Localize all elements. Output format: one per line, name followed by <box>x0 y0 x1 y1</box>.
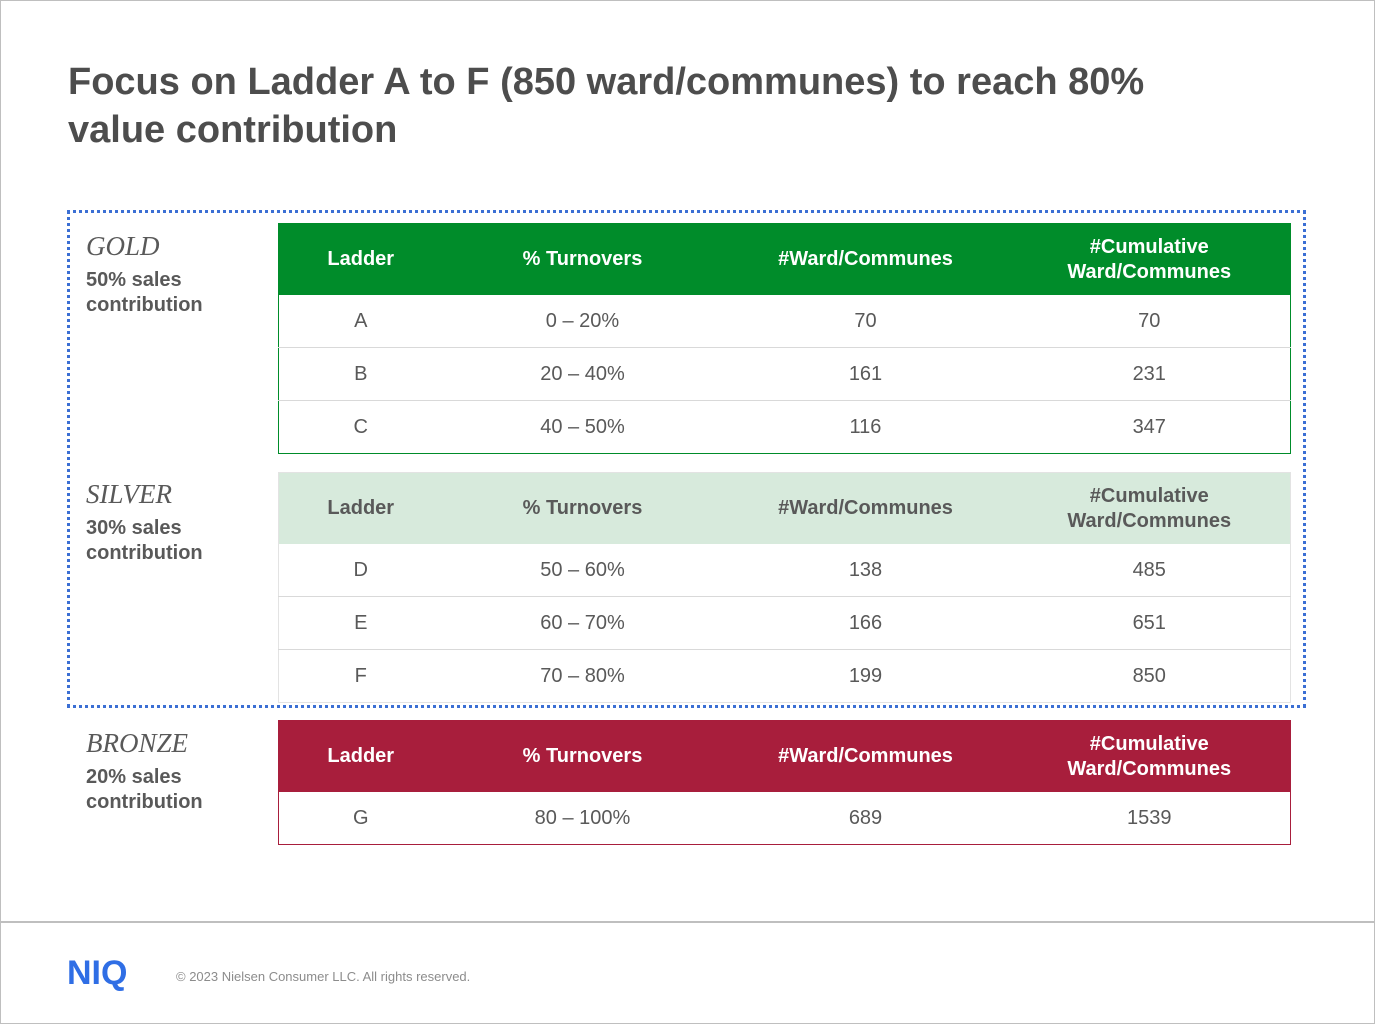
bronze-table <box>278 720 1291 845</box>
cell-turnovers: 0 – 20% <box>443 295 723 348</box>
tier-description: 20% sales contribution <box>86 766 203 813</box>
tier-name: GOLD <box>86 231 160 261</box>
gold-table <box>278 223 1291 454</box>
cell-cumulative: 231 <box>1009 348 1291 401</box>
cell-cumulative: 850 <box>1132 664 1166 687</box>
cell-turnovers: 50 – 60% <box>443 544 723 597</box>
tier-description: 30% sales contribution <box>86 517 203 564</box>
table-row <box>279 597 1291 650</box>
cell-ladder: E <box>279 597 443 650</box>
tier-bronze-label <box>86 728 266 815</box>
cell-cumulative: 70 <box>1009 295 1291 348</box>
cell-wards: 689 <box>848 806 883 829</box>
tier-silver-label <box>86 479 266 566</box>
tier-description: 50% sales contribution <box>86 269 203 316</box>
header-cumulative: #Cumulative Ward/Communes <box>1009 224 1291 296</box>
cell-cumulative: 485 <box>1009 544 1291 597</box>
header-wards: #Ward/Communes <box>723 224 1009 296</box>
cell-wards: 161 <box>723 348 1009 401</box>
table-header-row <box>279 224 1291 296</box>
cell-wards: 199 <box>848 664 883 687</box>
header-turnovers: % Turnovers <box>443 224 723 296</box>
table-row <box>279 348 1291 401</box>
cell-ladder: A <box>279 295 443 348</box>
table-row <box>279 792 1291 845</box>
table-row <box>279 401 1291 454</box>
tier-name: BRONZE <box>86 728 189 758</box>
cell-ladder: F <box>354 664 367 687</box>
cell-ladder: B <box>279 348 443 401</box>
cell-ladder: C <box>353 415 368 438</box>
table-row <box>279 544 1291 597</box>
cell-cumulative: 651 <box>1009 597 1291 650</box>
header-cumulative: #Cumulative Ward/Communes <box>1009 473 1291 545</box>
silver-table <box>278 472 1291 703</box>
table-header-row <box>279 473 1291 545</box>
header-cumulative: #Cumulative Ward/Communes <box>1009 721 1291 793</box>
tier-gold-label <box>86 231 266 318</box>
tier-name: SILVER <box>86 479 172 509</box>
cell-wards: 116 <box>849 415 882 438</box>
header-ladder: Ladder <box>279 473 443 545</box>
table-row <box>279 295 1291 348</box>
copyright-text: © 2023 Nielsen Consumer LLC. All rights reserved. <box>176 969 471 984</box>
header-ladder: Ladder <box>279 721 443 793</box>
header-ladder: Ladder <box>279 224 443 296</box>
table-row <box>279 650 1291 703</box>
footer-divider <box>1 921 1374 923</box>
cell-wards: 138 <box>723 544 1009 597</box>
table-header-row <box>279 721 1291 793</box>
cell-turnovers: 40 – 50% <box>540 415 625 438</box>
header-turnovers: % Turnovers <box>443 721 723 793</box>
cell-wards: 166 <box>723 597 1009 650</box>
cell-turnovers: 80 – 100% <box>534 806 631 829</box>
cell-turnovers: 60 – 70% <box>443 597 723 650</box>
cell-cumulative: 1539 <box>1127 806 1172 829</box>
slide-title: Focus on Ladder A to F (850 ward/communes) to reach 80% value contribution <box>68 61 1145 151</box>
header-turnovers: % Turnovers <box>443 473 723 545</box>
cell-turnovers: 70 – 80% <box>540 664 625 687</box>
cell-cumulative: 347 <box>1132 415 1166 438</box>
cell-ladder: G <box>352 806 369 829</box>
cell-turnovers: 20 – 40% <box>443 348 723 401</box>
header-wards: #Ward/Communes <box>723 473 1009 545</box>
cell-ladder: D <box>279 544 443 597</box>
cell-wards: 70 <box>723 295 1009 348</box>
header-wards: #Ward/Communes <box>723 721 1009 793</box>
niq-logo: NIQ <box>67 954 128 992</box>
